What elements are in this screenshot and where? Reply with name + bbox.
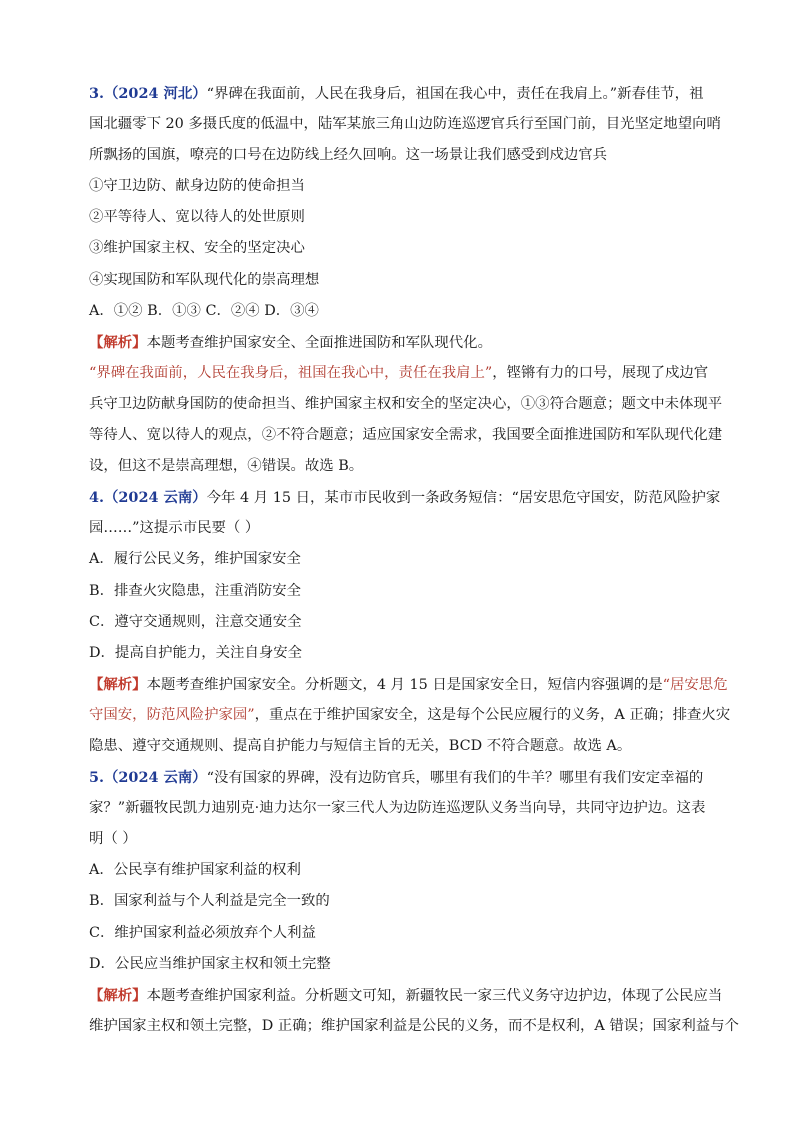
q5-number: 5. bbox=[89, 769, 105, 787]
q3-number: 3. bbox=[89, 85, 105, 102]
q5-option-b: B．国家利益与个人利益是完全一致的 bbox=[89, 893, 330, 910]
q4-stem-line-1: 4.（2024 云南）今年 4 月 15 日，某市市民收到一条政务短信：“居安思危守国安，防范风险护家 bbox=[89, 489, 721, 507]
q3-item-3: ③维护国家主权、安全的坚定决心 bbox=[89, 240, 305, 257]
q4-option-b: B．排查火灾隐患，注重消防安全 bbox=[89, 582, 302, 599]
q3-analysis-line-3: 兵守卫边防献身国防的使命担当、维护国家主权和安全的坚定决心，①③符合题意；题文中未体现平 bbox=[89, 395, 723, 412]
q3-options: A．①② B．①③ C．②④ D．③④ bbox=[89, 302, 319, 319]
q3-analysis-quote: “界碑在我面前，人民在我身后，祖国在我心中，责任在我肩上” bbox=[89, 364, 493, 381]
q5-stem-line-1: 5.（2024 云南）“没有国家的界碑，没有边防官兵，哪里有我们的牛羊？哪里有我们安定幸福的 bbox=[89, 769, 704, 787]
q5-source: （2024 云南） bbox=[104, 769, 207, 787]
q5-option-c: C．维护国家利益必须放弃个人利益 bbox=[89, 924, 316, 941]
q3-source: （2024 河北） bbox=[104, 85, 207, 102]
q3-analysis-tag: 【解析】 bbox=[89, 333, 147, 351]
q4-number: 4. bbox=[89, 489, 105, 507]
q5-analysis-tag: 【解析】 bbox=[89, 986, 147, 1004]
q4-source: （2024 云南） bbox=[104, 489, 207, 507]
q3-analysis-line-2: “界碑在我面前，人民在我身后，祖国在我心中，责任在我肩上”，铿锵有力的口号，展现了戍边官 bbox=[89, 364, 709, 381]
q5-analysis-line-2: 维护国家主权和领土完整，D 正确；维护国家利益是公民的义务，而不是权利，A 错误；国家利益与个 bbox=[89, 1017, 739, 1034]
q4-option-c: C．遵守交通规则，注意交通安全 bbox=[89, 613, 302, 630]
q4-analysis-quote: 守国安，防范风险护家园” bbox=[89, 706, 255, 723]
q3-item-1: ①守卫边防、献身边防的使命担当 bbox=[89, 178, 305, 195]
q3-analysis-line-5: 设，但这不是崇高理想，④错误。故选 B。 bbox=[89, 458, 364, 475]
q3-analysis-line-4: 等待人、宽以待人的观点，②不符合题意；适应国家安全需求，我国要全面推进国防和军队现代化建 bbox=[89, 427, 723, 444]
q3-stem-line-3: 所飘扬的国旗，嘹亮的口号在边防线上经久回响。这一场景让我们感受到戍边官兵 bbox=[89, 147, 608, 164]
q4-option-a: A．履行公民义务，维护国家安全 bbox=[89, 551, 301, 568]
q5-analysis-line-1: 【解析】本题考查维护国家利益。分析题文可知，新疆牧民一家三代义务守边护边，体现了公民应当 bbox=[89, 986, 723, 1004]
q4-option-d: D．提高自护能力，关注自身安全 bbox=[89, 644, 303, 661]
q5-stem-line-3: 明（ ） bbox=[89, 831, 137, 848]
q3-stem-line-1: 3.（2024 河北）“界碑在我面前，人民在我身后，祖国在我心中，责任在我肩上。”新春佳节，祖 bbox=[89, 85, 704, 102]
q4-analysis-line-1: 【解析】本题考查维护国家安全。分析题文，4 月 15 日是国家安全日，短信内容强调的是“居安思危 bbox=[89, 675, 728, 693]
q3-item-2: ②平等待人、宽以待人的处世原则 bbox=[89, 209, 305, 226]
q5-option-a: A．公民享有维护国家利益的权利 bbox=[89, 862, 301, 879]
document-content bbox=[89, 78, 739, 1042]
q3-stem-line-2: 国北疆零下 20 多摄氏度的低温中，陆军某旅三角山边防连巡逻官兵行至国门前，目光坚定地望向哨 bbox=[89, 116, 721, 133]
q3-analysis-line-1: 【解析】本题考查维护国家安全、全面推进国防和军队现代化。 bbox=[89, 333, 492, 351]
q4-analysis-line-3: 隐患、遵守交通规则、提高自护能力与短信主旨的无关，BCD 不符合题意。故选 A。 bbox=[89, 737, 632, 754]
q4-analysis-line-2: 守国安，防范风险护家园”，重点在于维护国家安全，这是每个公民应履行的义务，A 正确；排查火灾 bbox=[89, 706, 731, 723]
q5-option-d: D．公民应当维护国家主权和领土完整 bbox=[89, 955, 331, 972]
q5-stem-line-2: 家？”新疆牧民凯力迪别克·迪力达尔一家三代人为边防连巡逻队义务当向导，共同守边护边。这表 bbox=[89, 800, 706, 817]
q3-item-4: ④实现国防和军队现代化的崇高理想 bbox=[89, 271, 320, 288]
q4-stem-line-2: 园……”这提示市民要（ ） bbox=[89, 520, 260, 537]
q4-analysis-tag: 【解析】 bbox=[89, 675, 147, 693]
